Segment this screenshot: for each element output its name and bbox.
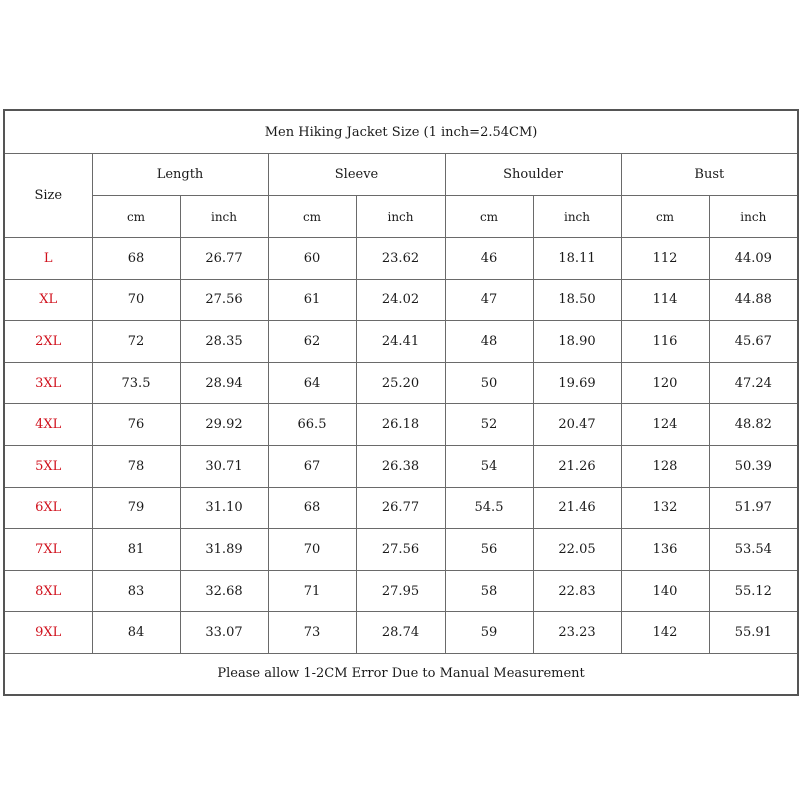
table-cell: 70 [92, 279, 180, 321]
table-cell: 81 [92, 529, 180, 571]
table-cell: 73 [268, 612, 356, 654]
table-cell: 68 [268, 487, 356, 529]
table-cell: 79 [92, 487, 180, 529]
unit-header: cm [268, 196, 356, 238]
group-header-length: Length [92, 154, 268, 196]
group-header-sleeve: Sleeve [268, 154, 445, 196]
table-cell: 44.09 [709, 238, 798, 280]
table-cell: 116 [621, 321, 709, 363]
table-row [4, 321, 798, 363]
table-cell: 132 [621, 487, 709, 529]
table-cell: 32.68 [180, 570, 268, 612]
unit-header: inch [709, 196, 798, 238]
size-chart-table [3, 109, 799, 696]
table-row [4, 362, 798, 404]
table-row [4, 404, 798, 446]
table-cell: 45.67 [709, 321, 798, 363]
table-cell: 24.02 [356, 279, 445, 321]
table-cell: 120 [621, 362, 709, 404]
footer-row [4, 653, 798, 695]
table-cell: 68 [92, 238, 180, 280]
table-cell: 27.95 [356, 570, 445, 612]
table-cell: 51.97 [709, 487, 798, 529]
table-cell: 23.62 [356, 238, 445, 280]
table-cell: 31.10 [180, 487, 268, 529]
group-header-bust: Bust [621, 154, 798, 196]
table-cell: 27.56 [356, 529, 445, 571]
table-cell: 25.20 [356, 362, 445, 404]
table-cell: 61 [268, 279, 356, 321]
table-cell: 52 [445, 404, 533, 446]
group-header-shoulder: Shoulder [445, 154, 621, 196]
title-row [4, 110, 798, 154]
table-cell: 21.26 [533, 445, 621, 487]
table-row [4, 570, 798, 612]
unit-header: cm [445, 196, 533, 238]
size-label: XL [4, 279, 92, 321]
table-cell: 124 [621, 404, 709, 446]
table-row [4, 279, 798, 321]
size-label: L [4, 238, 92, 280]
unit-header: inch [180, 196, 268, 238]
table-row [4, 612, 798, 654]
table-cell: 71 [268, 570, 356, 612]
size-label: 8XL [4, 570, 92, 612]
table-cell: 23.23 [533, 612, 621, 654]
table-cell: 55.12 [709, 570, 798, 612]
table-cell: 48 [445, 321, 533, 363]
table-cell: 84 [92, 612, 180, 654]
unit-header-row [4, 196, 798, 238]
table-cell: 83 [92, 570, 180, 612]
table-cell: 26.77 [180, 238, 268, 280]
table-cell: 54 [445, 445, 533, 487]
table-cell: 18.90 [533, 321, 621, 363]
table-cell: 54.5 [445, 487, 533, 529]
table-row [4, 445, 798, 487]
table-row [4, 238, 798, 280]
table-cell: 142 [621, 612, 709, 654]
table-cell: 26.38 [356, 445, 445, 487]
table-cell: 76 [92, 404, 180, 446]
table-cell: 21.46 [533, 487, 621, 529]
table-cell: 50 [445, 362, 533, 404]
size-label: 2XL [4, 321, 92, 363]
unit-header: cm [621, 196, 709, 238]
table-cell: 73.5 [92, 362, 180, 404]
unit-header: inch [533, 196, 621, 238]
table-cell: 28.35 [180, 321, 268, 363]
table-cell: 47.24 [709, 362, 798, 404]
table-cell: 58 [445, 570, 533, 612]
table-cell: 67 [268, 445, 356, 487]
table-cell: 56 [445, 529, 533, 571]
table-cell: 114 [621, 279, 709, 321]
table-cell: 48.82 [709, 404, 798, 446]
table-cell: 30.71 [180, 445, 268, 487]
table-cell: 24.41 [356, 321, 445, 363]
table-row [4, 487, 798, 529]
table-cell: 70 [268, 529, 356, 571]
table-cell: 66.5 [268, 404, 356, 446]
table-cell: 22.05 [533, 529, 621, 571]
table-cell: 44.88 [709, 279, 798, 321]
group-header-row [4, 154, 798, 196]
table-cell: 62 [268, 321, 356, 363]
table-cell: 53.54 [709, 529, 798, 571]
chart-title: Men Hiking Jacket Size (1 inch=2.54CM) [4, 110, 798, 154]
table-cell: 136 [621, 529, 709, 571]
size-label: 6XL [4, 487, 92, 529]
table-cell: 31.89 [180, 529, 268, 571]
table-cell: 33.07 [180, 612, 268, 654]
table-cell: 18.11 [533, 238, 621, 280]
table-cell: 18.50 [533, 279, 621, 321]
size-label: 5XL [4, 445, 92, 487]
table-cell: 22.83 [533, 570, 621, 612]
size-label: 4XL [4, 404, 92, 446]
table-cell: 47 [445, 279, 533, 321]
table-cell: 20.47 [533, 404, 621, 446]
measurement-note: Please allow 1-2CM Error Due to Manual Measurement [4, 653, 798, 695]
table-cell: 19.69 [533, 362, 621, 404]
size-column-header: Size [4, 154, 92, 238]
table-cell: 29.92 [180, 404, 268, 446]
table-cell: 28.74 [356, 612, 445, 654]
table-cell: 26.77 [356, 487, 445, 529]
table-cell: 72 [92, 321, 180, 363]
unit-header: cm [92, 196, 180, 238]
table-row [4, 529, 798, 571]
table-cell: 60 [268, 238, 356, 280]
table-cell: 64 [268, 362, 356, 404]
table-cell: 50.39 [709, 445, 798, 487]
table-cell: 112 [621, 238, 709, 280]
table-cell: 59 [445, 612, 533, 654]
table-cell: 27.56 [180, 279, 268, 321]
unit-header: inch [356, 196, 445, 238]
table-cell: 26.18 [356, 404, 445, 446]
size-label: 3XL [4, 362, 92, 404]
size-label: 7XL [4, 529, 92, 571]
table-cell: 55.91 [709, 612, 798, 654]
table-cell: 78 [92, 445, 180, 487]
table-cell: 140 [621, 570, 709, 612]
table-cell: 128 [621, 445, 709, 487]
table-cell: 28.94 [180, 362, 268, 404]
table-cell: 46 [445, 238, 533, 280]
size-label: 9XL [4, 612, 92, 654]
